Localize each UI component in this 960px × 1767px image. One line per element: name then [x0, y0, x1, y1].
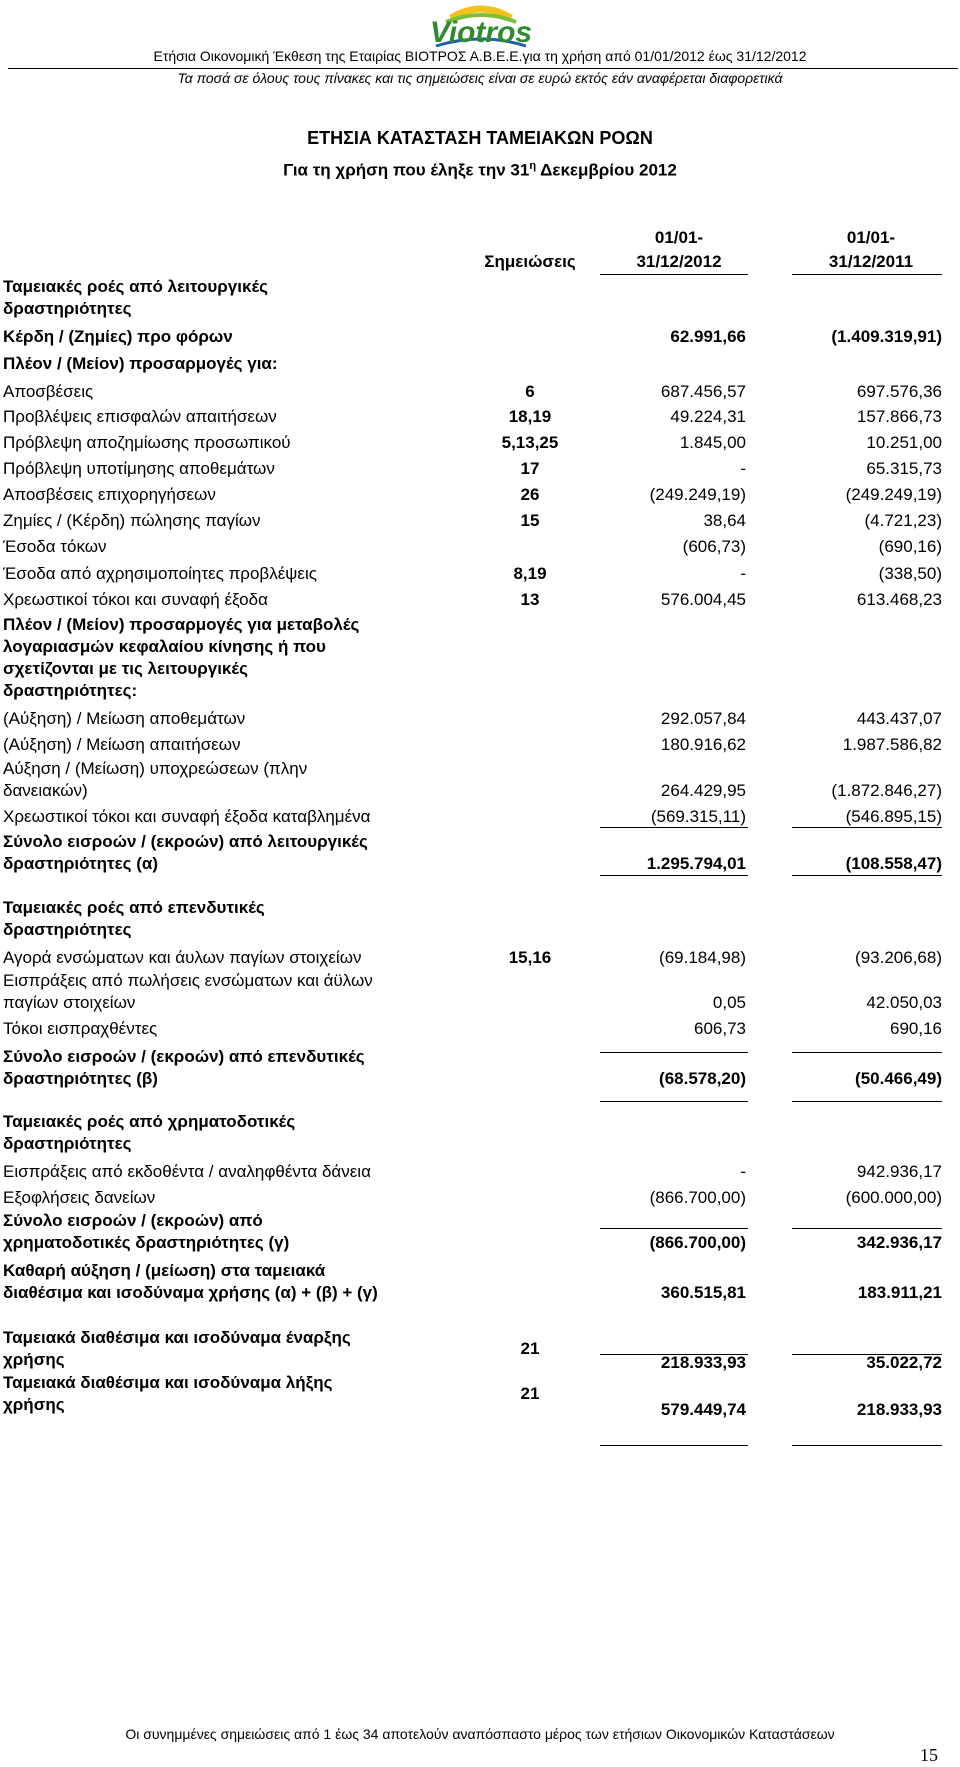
- page-header: [0, 0, 960, 86]
- row-label: Ταμειακά διαθέσιμα και ισοδύναμα έναρξης: [3, 1328, 351, 1347]
- row-label: δανειακών): [3, 781, 88, 800]
- row-label: Τόκοι εισπραχθέντες: [3, 1019, 158, 1038]
- value-2012: 1.845,00: [679, 433, 746, 452]
- row-label: Αύξηση / (Μείωση) υποχρεώσεων (πλην: [3, 759, 308, 778]
- value-2011: 690,16: [890, 1019, 942, 1038]
- row-label: δραστηριότητες: [3, 1134, 132, 1153]
- value-2011: 342.936,17: [856, 1233, 942, 1252]
- row-label: σχετίζονται με τις λειτουργικές: [3, 659, 248, 678]
- value-2011: 1.987.586,82: [842, 735, 942, 754]
- row-label: Έσοδα τόκων: [3, 537, 107, 556]
- total-underline: [792, 1101, 942, 1102]
- value-2011: 10.251,00: [866, 433, 942, 452]
- value-2011: 35.022,72: [866, 1353, 942, 1372]
- column-notes: Σημειώσεις: [484, 252, 576, 271]
- column-2012: 01/01- 31/12/2012: [636, 228, 722, 271]
- row-label: δραστηριότητες: [3, 299, 132, 318]
- column-2011: 01/01- 31/12/2011: [828, 228, 914, 271]
- row-label: Αγορά ενσώματων και άυλων παγίων στοιχείων: [3, 948, 362, 967]
- value-2011: (1.409.319,91): [831, 327, 942, 346]
- row-label: Χρεωστικοί τόκοι και συναφή έξοδα: [3, 590, 268, 609]
- value-2011: 183.911,21: [857, 1283, 942, 1302]
- row-label: δραστηριότητες (α): [3, 854, 158, 873]
- row-label: Πλέον / (Μείον) προσαρμογές για:: [3, 354, 278, 373]
- row-label: Καθαρή αύξηση / (μείωση) στα ταμειακά: [3, 1261, 326, 1280]
- row-note: 13: [520, 590, 540, 609]
- row-note: 15,16: [508, 948, 552, 967]
- subtotal-line: [600, 1228, 748, 1229]
- value-2011: 443.437,07: [856, 709, 942, 728]
- value-2011: (546.895,15): [845, 807, 942, 826]
- total-underline: [792, 1445, 942, 1446]
- value-2011: 157.866,73: [856, 407, 942, 426]
- value-2012: 0,05: [712, 993, 746, 1012]
- row-label: παγίων στοιχείων: [3, 993, 136, 1012]
- value-2012: (866.700,00): [649, 1188, 746, 1207]
- row-note: 21: [520, 1384, 540, 1403]
- row-label: Κέρδη / (Ζημίες) προ φόρων: [3, 327, 233, 346]
- subtotal-line: [792, 827, 942, 828]
- row-label: Σύνολο εισροών / (εκροών) από επενδυτικές: [3, 1047, 365, 1066]
- row-label: διαθέσιμα και ισοδύναμα χρήσης (α) + (β) + (γ): [3, 1283, 378, 1302]
- column-2011-underline: [792, 274, 942, 275]
- subtotal-line: [792, 1354, 942, 1355]
- row-label: Πρόβλεψη υποτίμησης αποθεμάτων: [3, 459, 275, 478]
- value-2012: (68.578,20): [659, 1069, 746, 1088]
- viotros-logo: [396, 2, 566, 54]
- value-2012: 606,73: [694, 1019, 746, 1038]
- subtotal-line: [792, 1052, 942, 1053]
- subtotal-line: [600, 1052, 748, 1053]
- row-note: 17: [520, 459, 540, 478]
- row-label: δραστηριότητες (β): [3, 1069, 158, 1088]
- row-note: 21: [520, 1339, 540, 1358]
- row-label: (Αύξηση) / Μείωση απαιτήσεων: [3, 735, 241, 754]
- row-label: λογαριασμών κεφαλαίου κίνησης ή που: [3, 637, 326, 656]
- value-2012: 360.515,81: [660, 1283, 746, 1302]
- row-label: Προβλέψεις επισφαλών απαιτήσεων: [3, 407, 277, 426]
- value-2012: 218.933,93: [660, 1353, 746, 1372]
- value-2011: 697.576,36: [856, 382, 942, 401]
- value-2012: (866.700,00): [649, 1233, 746, 1252]
- value-2011: (1.872.846,27): [831, 781, 942, 800]
- row-label: Εισπράξεις από πωλήσεις ενσώματων και άϋλων: [3, 971, 373, 990]
- row-label: δραστηριότητες:: [3, 681, 138, 700]
- value-2011: 42.050,03: [866, 993, 942, 1012]
- value-2011: (338,50): [878, 564, 942, 583]
- row-label: Ταμειακές ροές από χρηματοδοτικές: [3, 1112, 296, 1131]
- footer-note: Οι συνημμένες σημειώσεις από 1 έως 34 αποτελούν αναπόσπαστο μέρος των ετήσιων Οικονομικών Καταστάσεων: [125, 1726, 835, 1742]
- row-label: (Αύξηση) / Μείωση αποθεμάτων: [3, 709, 246, 728]
- value-2011: (600.000,00): [845, 1188, 942, 1207]
- statement-title: ΕΤΗΣΙΑ ΚΑΤΑΣΤΑΣΗ ΤΑΜΕΙΑΚΩΝ ΡΟΩΝ: [307, 128, 653, 148]
- value-2011: 942.936,17: [856, 1162, 942, 1181]
- value-2012: 62.991,66: [670, 327, 746, 346]
- value-2011: 218.933,93: [856, 1400, 942, 1419]
- row-label: Ταμειακές ροές από επενδυτικές: [3, 898, 265, 917]
- value-2012: 292.057,84: [660, 709, 746, 728]
- value-2011: (93.206,68): [855, 948, 942, 967]
- row-label: Ζημίες / (Κέρδη) πώλησης παγίων: [3, 511, 261, 530]
- subtotal-line: [600, 827, 748, 828]
- row-label: Χρεωστικοί τόκοι και συναφή έξοδα καταβλημένα: [3, 807, 371, 826]
- row-note: 5,13,25: [501, 433, 559, 452]
- value-2011: 65.315,73: [866, 459, 942, 478]
- value-2012: 38,64: [703, 511, 746, 530]
- page-number: 15: [920, 1745, 938, 1765]
- row-label: Αποσβέσεις επιχορηγήσεων: [3, 485, 216, 504]
- row-label: χρήσης: [3, 1350, 65, 1369]
- value-2012: 264.429,95: [660, 781, 746, 800]
- value-2012: -: [740, 1162, 746, 1181]
- row-label: Αποσβέσεις: [3, 382, 94, 401]
- statement-subtitle: Για τη χρήση που έληξε την $31^\eta$ Δεκεμβρίου 2012: [283, 160, 677, 180]
- row-label: Σύνολο εισροών / (εκροών) από λειτουργικές: [3, 832, 368, 851]
- value-2012: 687.456,57: [660, 382, 746, 401]
- logo-text: Viotros: [429, 16, 533, 49]
- value-2012: (249.249,19): [649, 485, 746, 504]
- value-2012: -: [740, 459, 746, 478]
- row-label: Ταμειακά διαθέσιμα και ισοδύναμα λήξης: [3, 1373, 333, 1392]
- total-underline: [600, 875, 748, 876]
- row-label: δραστηριότητες: [3, 920, 132, 939]
- header-currency-note: Τα ποσά σε όλους τους πίνακες και τις σημειώσεις είναι σε ευρώ εκτός εάν αναφέρεται διαφορετικά: [177, 70, 783, 86]
- row-label: χρηματοδοτικές δραστηριότητες (γ): [3, 1233, 290, 1252]
- column-2012-underline: [600, 274, 748, 275]
- total-underline: [600, 1101, 748, 1102]
- value-2012: 1.295.794,01: [646, 854, 746, 873]
- value-2011: (50.466,49): [855, 1069, 942, 1088]
- row-label: Εξοφλήσεις δανείων: [3, 1188, 156, 1207]
- row-label: Σύνολο εισροών / (εκροών) από: [3, 1211, 263, 1230]
- row-note: 6: [525, 382, 535, 401]
- subtotal-line: [600, 1354, 748, 1355]
- value-2012: 180.916,62: [660, 735, 746, 754]
- value-2011: (249.249,19): [845, 485, 942, 504]
- value-2012: (569.315,11): [650, 807, 746, 826]
- row-label: χρήσης: [3, 1395, 65, 1414]
- row-note: 15: [520, 511, 540, 530]
- value-2011: (690,16): [878, 537, 942, 556]
- header-divider: [8, 68, 958, 69]
- total-underline: [792, 875, 942, 876]
- row-label: Εισπράξεις από εκδοθέντα / αναληφθέντα δάνεια: [3, 1162, 371, 1181]
- row-label: Πλέον / (Μείον) προσαρμογές για μεταβολές: [3, 615, 360, 634]
- value-2011: (108.558,47): [845, 854, 942, 873]
- header-report-title: Ετήσια Οικονομική Έκθεση της Εταιρίας ΒΙΟΤΡΟΣ Α.Β.Ε.Ε.για τη χρήση από 01/01/2012 έως 31/12/2012: [153, 48, 807, 64]
- value-2012: (69.184,98): [659, 948, 746, 967]
- row-note: 26: [520, 485, 540, 504]
- total-underline: [600, 1445, 748, 1446]
- value-2011: 613.468,23: [856, 590, 942, 609]
- subtotal-line: [792, 1228, 942, 1229]
- value-2012: 579.449,74: [660, 1400, 746, 1419]
- row-label: Έσοδα από αχρησιμοποίητες προβλέψεις: [3, 564, 317, 583]
- row-label: Ταμειακές ροές από λειτουργικές: [3, 277, 268, 296]
- value-2011: (4.721,23): [864, 511, 942, 530]
- value-2012: -: [740, 564, 746, 583]
- row-label: Πρόβλεψη αποζημίωσης προσωπικού: [3, 433, 291, 452]
- row-note: 18,19: [508, 407, 552, 426]
- value-2012: 576.004,45: [660, 590, 746, 609]
- value-2012: (606,73): [682, 537, 746, 556]
- value-2012: 49.224,31: [670, 407, 746, 426]
- row-note: 8,19: [513, 564, 547, 583]
